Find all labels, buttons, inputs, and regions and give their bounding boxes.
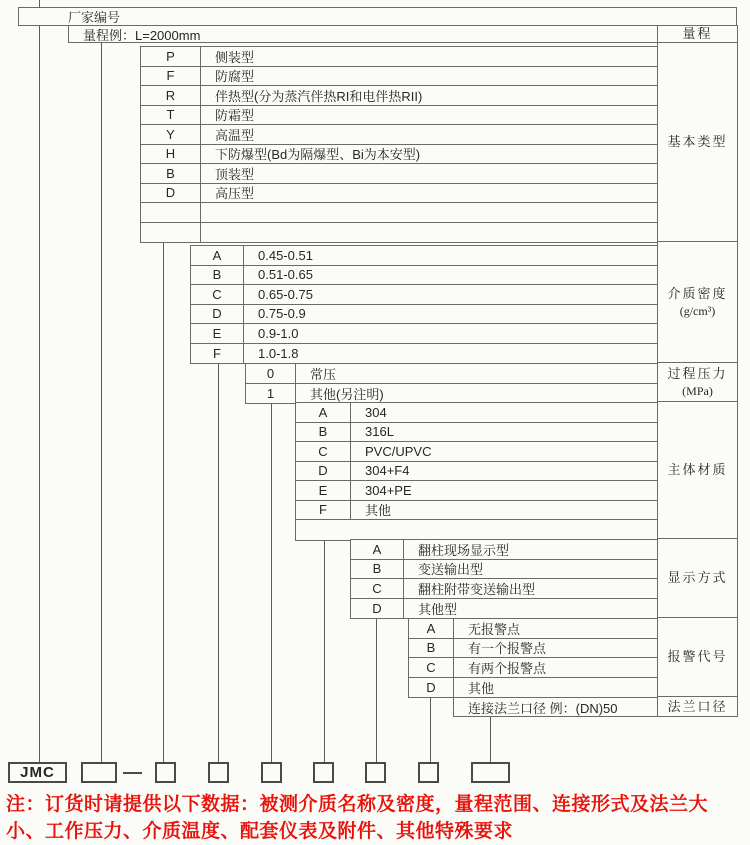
table-row bbox=[191, 285, 657, 305]
code-cell: F bbox=[296, 501, 351, 520]
label-range: 量程 bbox=[658, 26, 737, 43]
code-cell: D bbox=[351, 599, 404, 619]
table-row bbox=[246, 384, 657, 404]
desc-cell: 304 bbox=[365, 404, 387, 420]
code-box-range bbox=[81, 762, 117, 783]
body-material-table bbox=[295, 402, 658, 541]
dash-separator bbox=[123, 772, 142, 774]
desc-cell: 1.0-1.8 bbox=[258, 345, 299, 361]
connector-line bbox=[490, 716, 491, 762]
desc-cell: 无报警点 bbox=[468, 621, 521, 637]
desc-cell: 变送输出型 bbox=[418, 562, 484, 578]
desc-cell: 翻柱附带变送输出型 bbox=[418, 581, 536, 597]
table-row bbox=[141, 203, 657, 223]
desc-cell: 有两个报警点 bbox=[468, 660, 547, 676]
table-row bbox=[141, 145, 657, 165]
label-body-material: 主体材质 bbox=[658, 402, 737, 539]
code-box-material bbox=[313, 762, 334, 783]
code-cell: Y bbox=[141, 125, 201, 144]
table-row bbox=[191, 246, 657, 266]
desc-cell: 0.65-0.75 bbox=[258, 286, 313, 302]
table-row bbox=[141, 184, 657, 204]
table-row bbox=[351, 599, 657, 619]
table-row bbox=[296, 423, 657, 443]
code-cell: D bbox=[141, 184, 201, 203]
connector-line bbox=[271, 403, 272, 762]
label-process-pressure: 过程压力 (MPa) bbox=[658, 363, 737, 402]
table-row bbox=[141, 86, 657, 106]
table-row bbox=[191, 266, 657, 286]
code-cell: B bbox=[191, 266, 244, 285]
desc-cell: 高温型 bbox=[215, 127, 255, 143]
code-cell: A bbox=[191, 246, 244, 265]
code-cell: E bbox=[296, 481, 351, 500]
model-prefix-box bbox=[8, 762, 67, 783]
code-box-density bbox=[208, 762, 229, 783]
range-example-label: 量程例：L=2000mm bbox=[83, 27, 201, 43]
desc-cell: 常压 bbox=[310, 366, 337, 382]
code-cell: R bbox=[141, 86, 201, 105]
desc-cell: 304+PE bbox=[365, 482, 412, 498]
table-row bbox=[141, 67, 657, 87]
code-cell: H bbox=[141, 145, 201, 164]
desc-cell: PVC/UPVC bbox=[365, 443, 432, 459]
table-row bbox=[141, 164, 657, 184]
code-box-basic-type bbox=[155, 762, 176, 783]
table-row bbox=[191, 324, 657, 344]
maker-number-row bbox=[18, 7, 737, 26]
code-cell: C bbox=[409, 658, 454, 677]
code-box-alarm bbox=[418, 762, 439, 783]
table-row bbox=[409, 619, 657, 639]
code-cell: B bbox=[296, 423, 351, 442]
desc-cell: 其他(另注明) bbox=[310, 386, 384, 402]
desc-cell: 伴热型(分为蒸汽伴热RI和电伴热RII) bbox=[215, 88, 423, 104]
label-display-mode: 显示方式 bbox=[658, 539, 737, 618]
code-cell bbox=[141, 223, 201, 243]
model-prefix-text: JMC bbox=[20, 764, 55, 781]
maker-number-label: 厂家编号 bbox=[68, 10, 121, 25]
table-row bbox=[141, 106, 657, 126]
code-cell: C bbox=[191, 285, 244, 304]
table-row bbox=[141, 47, 657, 67]
code-box-display bbox=[365, 762, 386, 783]
connector-line bbox=[101, 42, 102, 762]
code-cell: C bbox=[351, 579, 404, 598]
table-row bbox=[351, 540, 657, 560]
table-row bbox=[296, 520, 657, 540]
table-row bbox=[409, 678, 657, 698]
code-cell bbox=[141, 203, 201, 222]
code-cell: C bbox=[296, 442, 351, 461]
table-row bbox=[296, 501, 657, 521]
desc-cell: 顶装型 bbox=[215, 166, 255, 182]
connector-line bbox=[324, 539, 325, 762]
code-cell: B bbox=[141, 164, 201, 183]
code-cell: 1 bbox=[246, 384, 296, 404]
desc-cell: 其他 bbox=[365, 503, 392, 519]
table-row bbox=[141, 223, 657, 243]
display-mode-table bbox=[350, 539, 658, 619]
code-cell: F bbox=[141, 67, 201, 86]
code-cell: F bbox=[191, 344, 244, 364]
table-row bbox=[351, 579, 657, 599]
code-box-flange bbox=[471, 762, 510, 783]
flange-size-text: 连接法兰口径 例：(DN)50 bbox=[468, 700, 618, 716]
desc-cell: 防霜型 bbox=[215, 108, 255, 124]
alarm-code-table bbox=[408, 618, 658, 698]
label-alarm-code: 报警代号 bbox=[658, 618, 737, 697]
label-medium-density: 介质密度 (g/cm³) bbox=[658, 242, 737, 363]
ordering-note: 注：订货时请提供以下数据：被测介质名称及密度，量程范围、连接形式及法兰大小、工作压力、介质温度、配套仪表及附件、其他特殊要求 bbox=[6, 794, 709, 842]
code-cell: T bbox=[141, 106, 201, 125]
code-box-pressure bbox=[261, 762, 282, 783]
code-cell: E bbox=[191, 324, 244, 343]
desc-cell: 0.51-0.65 bbox=[258, 267, 313, 283]
code-cell: D bbox=[296, 462, 351, 481]
code-cell: P bbox=[141, 47, 201, 66]
table-row bbox=[246, 364, 657, 384]
label-flange-size: 法兰口径 bbox=[667, 698, 728, 714]
flange-size-row bbox=[453, 697, 658, 717]
table-row bbox=[141, 125, 657, 145]
category-label-column bbox=[657, 25, 738, 717]
table-row bbox=[191, 305, 657, 325]
code-cell: A bbox=[351, 540, 404, 559]
table-row bbox=[191, 344, 657, 364]
desc-cell: 0.45-0.51 bbox=[258, 247, 313, 263]
table-row bbox=[409, 658, 657, 678]
code-cell: A bbox=[296, 403, 351, 422]
desc-cell: 下防爆型(Bd为隔爆型、Bi为本安型) bbox=[215, 147, 421, 163]
code-cell: 0 bbox=[246, 364, 296, 383]
desc-cell: 防腐型 bbox=[215, 69, 255, 85]
connector-line bbox=[376, 618, 377, 762]
connector-line bbox=[39, 25, 40, 762]
basic-type-table bbox=[140, 46, 658, 243]
connector-line bbox=[430, 697, 431, 762]
desc-cell: 翻柱现场显示型 bbox=[418, 542, 510, 558]
connector-line bbox=[163, 242, 164, 762]
desc-cell: 其他 bbox=[468, 680, 495, 696]
desc-cell: 0.75-0.9 bbox=[258, 306, 306, 322]
code-cell: B bbox=[351, 560, 404, 579]
table-row bbox=[351, 560, 657, 580]
desc-cell: 高压型 bbox=[215, 186, 255, 202]
table-row bbox=[296, 403, 657, 423]
desc-cell: 有一个报警点 bbox=[468, 641, 547, 657]
desc-cell: 304+F4 bbox=[365, 463, 410, 479]
code-cell: D bbox=[191, 305, 244, 324]
table-row bbox=[296, 462, 657, 482]
medium-density-table bbox=[190, 245, 658, 364]
desc-cell: 316L bbox=[365, 424, 394, 440]
process-pressure-table bbox=[245, 363, 658, 404]
desc-cell: 0.9-1.0 bbox=[258, 325, 299, 341]
label-basic-type: 基本类型 bbox=[658, 43, 737, 242]
table-row bbox=[296, 442, 657, 462]
code-cell: A bbox=[409, 619, 454, 638]
table-row bbox=[409, 639, 657, 659]
table-row bbox=[296, 481, 657, 501]
desc-cell: 侧装型 bbox=[215, 49, 255, 65]
connector-line bbox=[218, 363, 219, 762]
code-cell: D bbox=[409, 678, 454, 698]
desc-cell: 其他型 bbox=[418, 601, 458, 617]
range-example-row bbox=[68, 25, 658, 43]
code-cell: B bbox=[409, 639, 454, 658]
